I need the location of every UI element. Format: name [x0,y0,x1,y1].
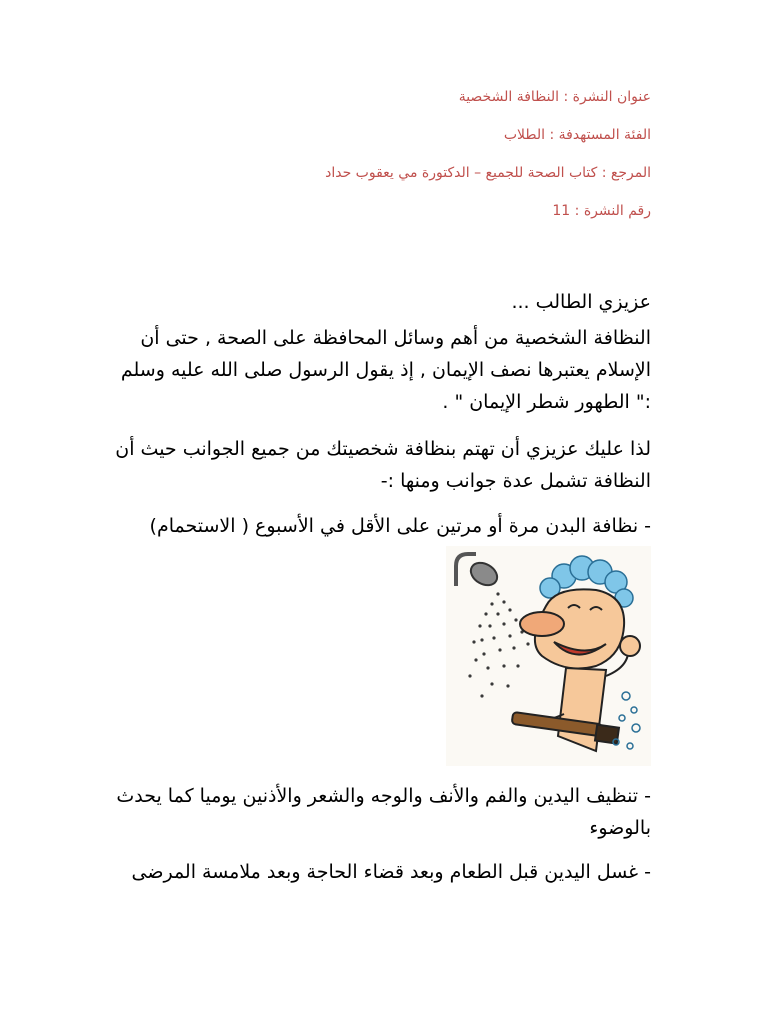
list-item: - تنظيف اليدين والفم والأنف والوجه والشعر والأذنين يوميا كما يحدث بالوضوء [116,785,651,839]
reference-source: المرجع : كتاب الصحة للجميع – الدكتورة مي يعقوب حداد [325,165,651,181]
shower-illustration [446,546,651,766]
bulletin-title: عنوان النشرة : النظافة الشخصية [458,89,651,105]
bulletin-number: رقم النشرة : 11 [552,203,651,219]
aspects-paragraph: لذا عليك عزيزي أن تهتم بنظافة شخصيتك من جميع الجوانب حيث أن النظافة تشمل عدة جوانب ومنها :- [115,438,651,492]
cartoon-shower-man-icon [446,546,651,766]
greeting: عزيزي الطالب ... [511,291,651,313]
intro-paragraph: النظافة الشخصية من أهم وسائل المحافظة على الصحة , حتى أن الإسلام يعتبرها نصف الإيمان , إذ يقول الرسول صلى الله عليه وسلم :" الطهور شطر الإيمان " . [120,327,651,413]
list-item: - نظافة البدن مرة أو مرتين على الأقل في الأسبوع ( الاستحمام) [149,515,651,537]
target-audience: الفئة المستهدفة : الطلاب [503,127,651,143]
list-item: - غسل اليدين قبل الطعام وبعد قضاء الحاجة وبعد ملامسة المرضى [131,861,651,883]
